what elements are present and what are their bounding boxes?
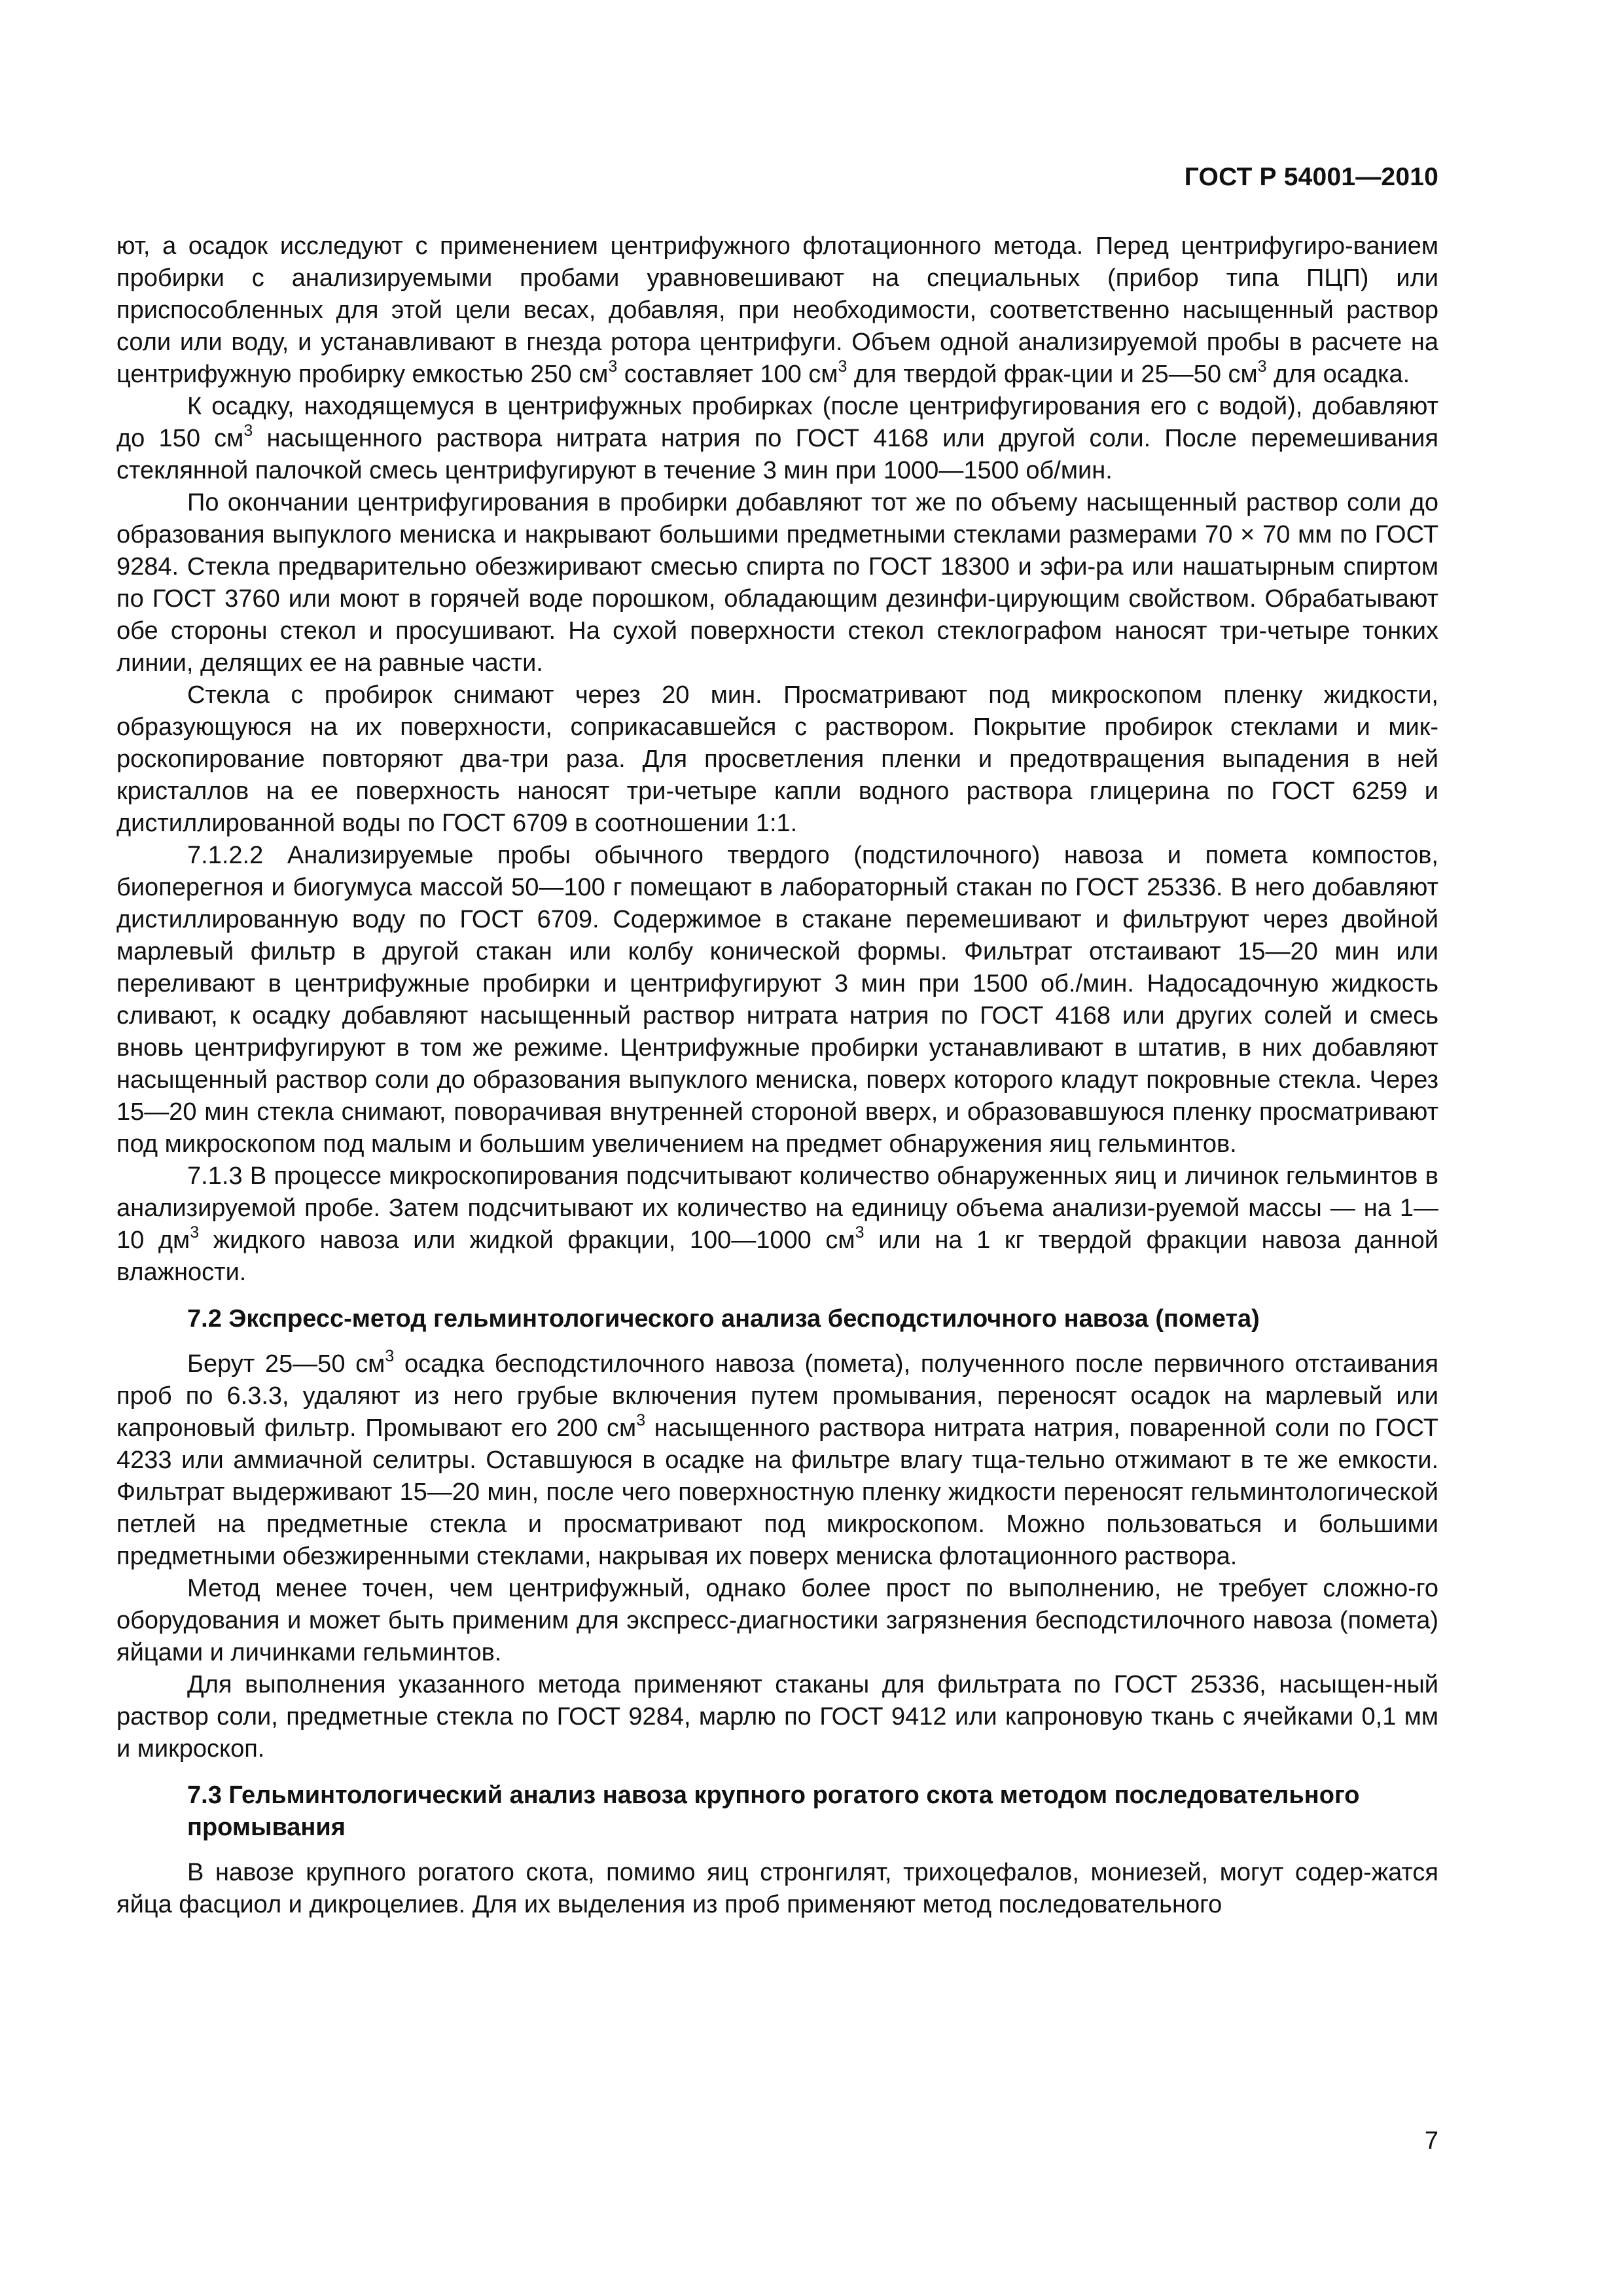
paragraph-equipment: Для выполнения указанного метода применяют стаканы для фильтрата по ГОСТ 25336, насыщен-ный раствор соли, предметные стекла по ГОСТ 9284, марлю по ГОСТ 9412 или капроновую ткань с ячейками 0,1 мм и микроскоп. (116, 1671, 1438, 1763)
paragraph-express-method: Берут 25—50 $см^3$ осадка бесподстилочного навоза (помета), полученного после первичного отстаивания проб по 6.3.3, удаляют из него грубые включения путем промывания, переносят осадок на марлевый или капроновый фильтр. Промывают его 200 $см^3$ насыщенного раствора нитрата натрия, поваренной соли по ГОСТ 4233 или аммиачной селитры. Оставшуюся в осадке на фильтре влагу тща-тельно отжимают в те же емкости. Фильтрат выдерживают 15—20 мин, после чего поверхностную пленку жидкости переносят гельминтологической петлей на предметные стекла и просматривают под микроскопом. Можно пользоваться и большими предметными обезжиренными стеклами, накрывая их поверх мениска флотационного раствора. (116, 1347, 1438, 1570)
section-heading-7-2: 7.2 Экспресс-метод гельминтологического анализа бесподстилочного навоза (помета) (187, 1305, 1260, 1333)
paragraph-continuation: ют, а осадок исследуют с применением центрифужного флотационного метода. Перед центрифугиро-ванием пробирки с анализируемыми пробами уравновешивают на специальных (прибор типа ПЦП) или приспособленных для этой цели весах, добавляя, при необходимости, соответственно насыщенный раствор соли или воду, и устанавливают в гнезда ротора центрифуги. Объем одной анализируемой пробы в расчете на центрифужную пробирку емкостью 250 $см^3$ составляет 100 $см^3$ для твердой фрак-ции и 25—50 $см^3$ для осадка. (116, 232, 1438, 388)
paragraph-7-1-3: 7.1.3 В процессе микроскопирования подсчитывают количество обнаруженных яиц и личинок гельминтов в анализируемой пробе. Затем подсчитывают их количество на единицу объема анализи-руемой массы — на 1—10 $дм^3$ жидкого навоза или жидкой фракции, 100—1000 $см^3$ или на 1 кг твердой фракции навоза данной влажности. (116, 1162, 1439, 1286)
paragraph-7-1-2-2: 7.1.2.2 Анализируемые пробы обычного твердого (подстилочного) навоза и помета компостов, биоперегноя и биогумуса массой 50—100 г помещают в лабораторный стакан по ГОСТ 25336. В него добавляют дистиллированную воду по ГОСТ 6709. Содержимое в стакане перемешивают и фильтруют через двойной марлевый фильтр в другой стакан или колбу конической формы. Фильтрат отстаивают 15—20 мин или переливают в центрифужные пробирки и центрифугируют 3 мин при 1500 об./мин. Надосадочную жидкость сливают, к осадку добавляют насыщенный раствор нитрата натрия по ГОСТ 4168 или других солей и смесь вновь центрифугируют в том же режиме. Центрифужные пробирки устанавливают в штатив, в них добавляют насыщенный раствор соли до образования выпуклого мениска, поверх которого кладут покровные стекла. Через 15—20 мин стекла снимают, поворачивая внутренней стороной вверх, и образовавшуюся пленку просматривают под микроскопом под малым и большим увеличением на предмет обнаружения яиц гельминтов. (116, 842, 1438, 1158)
section-heading-7-3: 7.3 Гельминтологический анализ навоза крупного рогатого скота методом последовательного промывания (187, 1782, 1360, 1841)
paragraph-cattle-manure: В навозе крупного рогатого скота, помимо яиц стронгилят, трихоцефалов, мониезей, могут содер-жатся яйца фасциол и дикроцелиев. Для их выделения из проб применяют метод последовательного (116, 1859, 1438, 1918)
paragraph-sediment: К осадку, находящемуся в центрифужных пробирках (после центрифугирования его с водой), добавляют до 150 $см^3$ насыщенного раствора нитрата натрия по ГОСТ 4168 или другой соли. После перемешивания стеклянной палочкой смесь центрифугируют в течение 3 мин при 1000—1500 об/мин. (116, 393, 1438, 484)
page-number: 7 (1424, 2127, 1438, 2155)
standard-code-header: ГОСТ Р 54001—2010 (1184, 163, 1438, 191)
paragraph-centrifugation-end: По окончании центрифугирования в пробирки добавляют тот же по объему насыщенный раствор соли до образования выпуклого мениска и накрывают большими предметными стеклами размерами 70 × 70 мм по ГОСТ 9284. Стекла предварительно обезжиривают смесью спирта по ГОСТ 18300 и эфи-ра или нашатырным спиртом по ГОСТ 3760 или моют в горячей воде порошком, обладающим дезинфи-цирующим свойством. Обрабатывают обе стороны стекол и просушивают. На сухой поверхности стекол стеклографом наносят три-четыре тонких линии, делящих ее на равные части. (116, 489, 1438, 677)
paragraph-glass-removal: Стекла с пробирок снимают через 20 мин. Просматривают под микроскопом пленку жидкости, образующуюся на их поверхности, соприкасавшейся с раствором. Покрытие пробирок стеклами и мик-роскопирование повторяют два-три раза. Для просветления пленки и предотвращения выпадения в ней кристаллов на ее поверхность наносят три-четыре капли водного раствора глицерина по ГОСТ 6259 и дистиллированной воды по ГОСТ 6709 в соотношении 1:1. (116, 681, 1438, 837)
document-body (116, 230, 1438, 1921)
paragraph-method-accuracy: Метод менее точен, чем центрифужный, однако более прост по выполнению, не требует сложно-го оборудования и может быть применим для экспресс-диагностики загрязнения бесподстилочного навоза (помета) яйцами и личинками гельминтов. (116, 1575, 1438, 1666)
